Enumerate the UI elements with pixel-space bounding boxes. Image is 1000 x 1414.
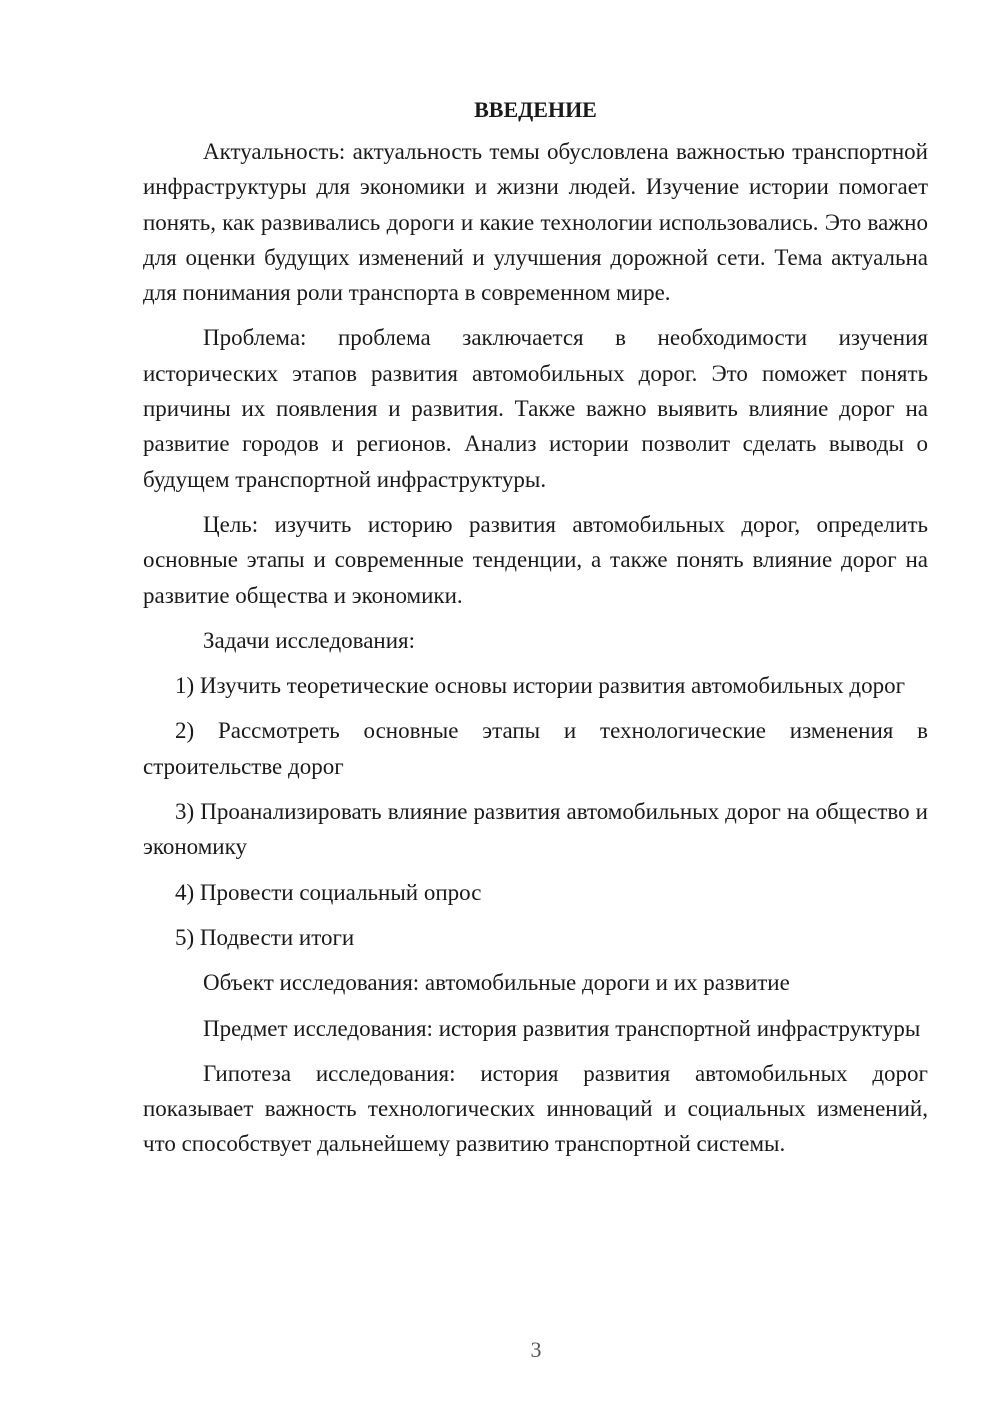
task-item-3: 3) Проанализировать влияние развития автомобильных дорог на общество и экономику: [143, 799, 928, 860]
task-item-2: 2) Рассмотреть основные этапы и технологические изменения в строительстве дорог: [143, 718, 928, 779]
object-paragraph: Объект исследования: автомобильные дороги и их развитие: [203, 970, 790, 996]
problem-paragraph: Проблема: проблема заключается в необходимости изучения исторических этапов развития автомобильных дорог. Это поможет понять причины их появления и развития. Также важно выявить влияние дорог на развитие городов и регионов. Анализ истории позволит сделать выводы о будущем транспортной инфраструктуры.: [143, 325, 928, 492]
hypothesis-paragraph: Гипотеза исследования: история развития автомобильных дорог показывает важность технологических инноваций и социальных изменений, что способствует дальнейшему развитию транспортной системы.: [143, 1060, 928, 1157]
section-title: ВВЕДЕНИЕ: [474, 97, 597, 122]
relevance-paragraph: Актуальность: актуальность темы обусловлена важностью транспортной инфраструктуры для экономики и жизни людей. Изучение истории помогает понять, как развивались дороги и какие технологии использовались. Это важно для оценки будущих изменений и улучшения дорожной сети. Тема актуальна для понимания роли транспорта в современном мире.: [143, 139, 928, 306]
document-content: [143, 92, 928, 1172]
page-number: 3: [530, 1337, 542, 1362]
goal-paragraph: Цель: изучить историю развития автомобильных дорог, определить основные этапы и современные тенденции, а также понять влияние дорог на развитие общества и экономики.: [143, 511, 928, 608]
task-item-4: 4) Провести социальный опрос: [175, 879, 482, 905]
task-item-1: 1) Изучить теоретические основы истории развития автомобильных дорог: [175, 673, 906, 699]
task-item-5: 5) Подвести итоги: [175, 924, 355, 950]
subject-paragraph: Предмет исследования: история развития транспортной инфраструктуры: [203, 1015, 921, 1041]
tasks-heading: Задачи исследования:: [203, 627, 416, 653]
